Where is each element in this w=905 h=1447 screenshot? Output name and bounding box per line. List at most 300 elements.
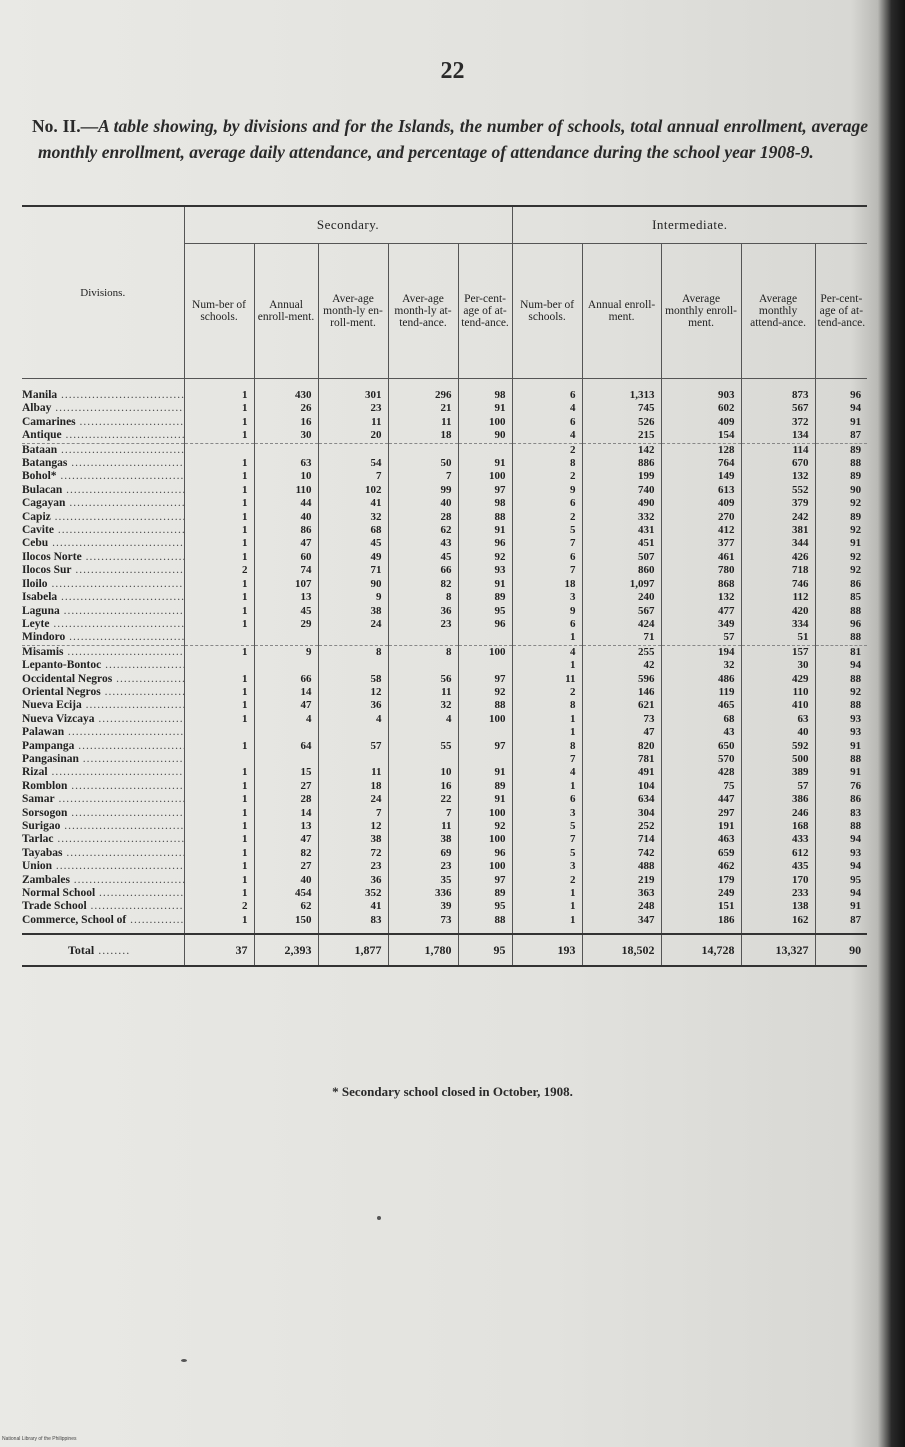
secondary-value-cell: 4: [388, 713, 458, 726]
intermediate-value-cell: 592: [741, 740, 815, 753]
spacer-cell: [582, 927, 661, 934]
secondary-value-cell: 1: [184, 429, 254, 443]
division-name-cell: Romblon .....: [22, 780, 184, 793]
table-row: [22, 429, 867, 443]
intermediate-value-cell: 94: [815, 659, 867, 672]
intermediate-value-cell: 91: [815, 416, 867, 429]
secondary-value-cell: 92: [458, 551, 512, 564]
secondary-value-cell: 92: [458, 686, 512, 699]
intermediate-value-cell: 249: [661, 887, 741, 900]
secondary-value-cell: 36: [318, 699, 388, 712]
secondary-value-cell: 90: [458, 429, 512, 443]
intermediate-value-cell: 8: [512, 740, 582, 753]
intermediate-value-cell: 4: [512, 429, 582, 443]
secondary-value-cell: 9: [254, 645, 318, 659]
intermediate-value-cell: 87: [815, 914, 867, 927]
intermediate-value-cell: 435: [741, 860, 815, 873]
spacer-cell: [512, 927, 582, 934]
intermediate-value-cell: 602: [661, 402, 741, 415]
secondary-value-cell: 45: [388, 551, 458, 564]
secondary-value-cell: 7: [388, 470, 458, 483]
secondary-value-cell: 1: [184, 874, 254, 887]
secondary-value-cell: 1: [184, 887, 254, 900]
intermediate-value-cell: 447: [661, 793, 741, 806]
spacer-cell: [254, 927, 318, 934]
secondary-value-cell: 1: [184, 402, 254, 415]
secondary-value-cell: 23: [388, 860, 458, 873]
secondary-value-cell: 150: [254, 914, 318, 927]
intermediate-value-cell: 92: [815, 497, 867, 510]
intermediate-value-cell: 86: [815, 578, 867, 591]
secondary-value-cell: 91: [458, 457, 512, 470]
intermediate-value-cell: 1,313: [582, 379, 661, 403]
intermediate-value-cell: 233: [741, 887, 815, 900]
secondary-value-cell: 11: [388, 686, 458, 699]
intermediate-value-cell: 507: [582, 551, 661, 564]
table-row: [22, 887, 867, 900]
intermediate-value-cell: 88: [815, 673, 867, 686]
secondary-value-cell: 28: [254, 793, 318, 806]
intermediate-value-cell: 377: [661, 537, 741, 550]
division-name-cell: Occidental Negros .....: [22, 673, 184, 686]
intermediate-value-cell: 91: [815, 900, 867, 913]
secondary-value-cell: 10: [388, 766, 458, 779]
intermediate-value-cell: 30: [741, 659, 815, 672]
secondary-value-cell: 23: [388, 618, 458, 631]
spacer-cell: [388, 927, 458, 934]
secondary-total-cell: 1,877: [318, 934, 388, 966]
intermediate-value-cell: 8: [512, 699, 582, 712]
secondary-value-cell: 98: [458, 379, 512, 403]
secondary-value-cell: [388, 659, 458, 672]
table-row: [22, 686, 867, 699]
intermediate-value-cell: 433: [741, 833, 815, 846]
secondary-value-cell: 7: [318, 807, 388, 820]
secondary-value-cell: 107: [254, 578, 318, 591]
secondary-value-cell: 23: [318, 860, 388, 873]
intermediate-value-cell: 389: [741, 766, 815, 779]
table-row: [22, 443, 867, 457]
spacer-cell: [184, 927, 254, 934]
intermediate-total-cell: 90: [815, 934, 867, 966]
table-body: [22, 379, 867, 967]
intermediate-total-cell: 14,728: [661, 934, 741, 966]
intermediate-value-cell: 154: [661, 429, 741, 443]
table-row: [22, 551, 867, 564]
secondary-value-cell: [318, 726, 388, 739]
secondary-value-cell: 27: [254, 780, 318, 793]
intermediate-value-cell: 255: [582, 645, 661, 659]
intermediate-value-cell: 215: [582, 429, 661, 443]
division-name-cell: Ilocos Norte .....: [22, 551, 184, 564]
intermediate-value-cell: 7: [512, 564, 582, 577]
intermediate-value-cell: 742: [582, 847, 661, 860]
division-name-cell: Oriental Negros .....: [22, 686, 184, 699]
intermediate-total-cell: 18,502: [582, 934, 661, 966]
intermediate-value-cell: 73: [582, 713, 661, 726]
intermediate-value-cell: 381: [741, 524, 815, 537]
intermediate-value-cell: 4: [512, 402, 582, 415]
secondary-value-cell: 100: [458, 807, 512, 820]
intermediate-value-cell: 3: [512, 860, 582, 873]
table-row: [22, 659, 867, 672]
division-name-cell: Misamis .....: [22, 645, 184, 659]
secondary-value-cell: 7: [388, 807, 458, 820]
division-name-cell: Leyte .....: [22, 618, 184, 631]
intermediate-value-cell: 128: [661, 443, 741, 457]
secondary-value-cell: 1: [184, 847, 254, 860]
secondary-value-cell: 47: [254, 699, 318, 712]
intermediate-value-cell: 2: [512, 470, 582, 483]
division-name-cell: Tayabas .....: [22, 847, 184, 860]
intermediate-value-cell: 5: [512, 847, 582, 860]
intermediate-value-cell: 1: [512, 914, 582, 927]
intermediate-value-cell: 57: [741, 780, 815, 793]
intermediate-value-cell: 500: [741, 753, 815, 766]
intermediate-value-cell: 332: [582, 511, 661, 524]
intermediate-value-cell: 4: [512, 645, 582, 659]
secondary-value-cell: [184, 753, 254, 766]
secondary-value-cell: 60: [254, 551, 318, 564]
secondary-value-cell: 82: [388, 578, 458, 591]
intermediate-value-cell: 670: [741, 457, 815, 470]
intermediate-value-cell: 186: [661, 914, 741, 927]
secondary-value-cell: 47: [254, 537, 318, 550]
secondary-value-cell: 89: [458, 780, 512, 793]
intermediate-value-cell: 409: [661, 416, 741, 429]
secondary-value-cell: 1: [184, 766, 254, 779]
intermediate-value-cell: 94: [815, 860, 867, 873]
intermediate-value-cell: 11: [512, 673, 582, 686]
secondary-value-cell: 30: [254, 429, 318, 443]
secondary-value-cell: 1: [184, 416, 254, 429]
intermediate-value-cell: 91: [815, 537, 867, 550]
division-name-cell: Rizal .....: [22, 766, 184, 779]
secondary-value-cell: 89: [458, 887, 512, 900]
intermediate-value-cell: 873: [741, 379, 815, 403]
secondary-value-cell: 352: [318, 887, 388, 900]
scan-speck: [181, 1359, 187, 1362]
table-row: [22, 379, 867, 403]
intermediate-value-cell: 95: [815, 874, 867, 887]
secondary-value-cell: 36: [318, 874, 388, 887]
division-name-cell: Samar .....: [22, 793, 184, 806]
secondary-value-cell: 100: [458, 645, 512, 659]
secondary-value-cell: [254, 753, 318, 766]
secondary-value-cell: 45: [254, 605, 318, 618]
secondary-value-cell: 14: [254, 686, 318, 699]
secondary-value-cell: 296: [388, 379, 458, 403]
table-row: [22, 402, 867, 415]
secondary-value-cell: 63: [254, 457, 318, 470]
intermediate-value-cell: 86: [815, 793, 867, 806]
intermediate-value-cell: 138: [741, 900, 815, 913]
intermediate-value-cell: 1: [512, 887, 582, 900]
secondary-value-cell: 24: [318, 793, 388, 806]
secondary-value-cell: 18: [388, 429, 458, 443]
table-row: [22, 914, 867, 927]
intermediate-value-cell: 567: [582, 605, 661, 618]
intermediate-group-header: Intermediate.: [512, 206, 867, 244]
column-header: Annual enroll-ment.: [582, 244, 661, 379]
intermediate-value-cell: 3: [512, 591, 582, 604]
secondary-value-cell: 27: [254, 860, 318, 873]
secondary-value-cell: 18: [318, 780, 388, 793]
secondary-value-cell: 43: [388, 537, 458, 550]
intermediate-value-cell: 886: [582, 457, 661, 470]
secondary-value-cell: 1: [184, 833, 254, 846]
intermediate-value-cell: 349: [661, 618, 741, 631]
secondary-value-cell: [184, 659, 254, 672]
intermediate-value-cell: 8: [512, 457, 582, 470]
secondary-value-cell: 88: [458, 699, 512, 712]
intermediate-value-cell: 410: [741, 699, 815, 712]
intermediate-value-cell: 4: [512, 766, 582, 779]
secondary-value-cell: 1: [184, 524, 254, 537]
secondary-value-cell: 66: [388, 564, 458, 577]
table-row: [22, 645, 867, 659]
secondary-group-header: Secondary.: [184, 206, 512, 244]
intermediate-value-cell: 304: [582, 807, 661, 820]
secondary-value-cell: 54: [318, 457, 388, 470]
page-number: 22: [440, 58, 465, 84]
division-name-cell: Manila .....: [22, 379, 184, 403]
secondary-value-cell: 1: [184, 807, 254, 820]
secondary-value-cell: 41: [318, 900, 388, 913]
intermediate-value-cell: 248: [582, 900, 661, 913]
table-row: [22, 833, 867, 846]
secondary-value-cell: [184, 631, 254, 645]
intermediate-value-cell: 88: [815, 605, 867, 618]
secondary-value-cell: 92: [458, 820, 512, 833]
intermediate-value-cell: 157: [741, 645, 815, 659]
intermediate-value-cell: 93: [815, 726, 867, 739]
intermediate-value-cell: 83: [815, 807, 867, 820]
secondary-value-cell: 11: [388, 820, 458, 833]
division-name-cell: Union .....: [22, 860, 184, 873]
secondary-value-cell: 91: [458, 766, 512, 779]
intermediate-value-cell: 634: [582, 793, 661, 806]
intermediate-value-cell: 379: [741, 497, 815, 510]
secondary-value-cell: 50: [388, 457, 458, 470]
secondary-value-cell: 91: [458, 524, 512, 537]
secondary-value-cell: 82: [254, 847, 318, 860]
intermediate-value-cell: 18: [512, 578, 582, 591]
intermediate-value-cell: 71: [582, 631, 661, 645]
secondary-value-cell: 1: [184, 379, 254, 403]
intermediate-value-cell: 40: [741, 726, 815, 739]
secondary-value-cell: 26: [254, 402, 318, 415]
division-name-cell: Nueva Vizcaya .....: [22, 713, 184, 726]
secondary-value-cell: 40: [254, 874, 318, 887]
table-row: [22, 484, 867, 497]
secondary-value-cell: 13: [254, 820, 318, 833]
intermediate-value-cell: 462: [661, 860, 741, 873]
intermediate-value-cell: 142: [582, 443, 661, 457]
secondary-value-cell: 23: [318, 402, 388, 415]
secondary-value-cell: 35: [388, 874, 458, 887]
secondary-value-cell: 22: [388, 793, 458, 806]
intermediate-value-cell: 659: [661, 847, 741, 860]
table-row: [22, 766, 867, 779]
secondary-value-cell: 10: [254, 470, 318, 483]
intermediate-total-cell: 13,327: [741, 934, 815, 966]
group-header-row: [22, 206, 867, 244]
intermediate-value-cell: 51: [741, 631, 815, 645]
intermediate-value-cell: 764: [661, 457, 741, 470]
division-name-cell: Cavite .....: [22, 524, 184, 537]
intermediate-value-cell: 1,097: [582, 578, 661, 591]
intermediate-total-cell: 193: [512, 934, 582, 966]
secondary-value-cell: 100: [458, 470, 512, 483]
division-name-cell: Capiz .....: [22, 511, 184, 524]
table-row: [22, 416, 867, 429]
intermediate-value-cell: 6: [512, 416, 582, 429]
intermediate-value-cell: 1: [512, 900, 582, 913]
secondary-value-cell: 100: [458, 860, 512, 873]
secondary-value-cell: [318, 753, 388, 766]
secondary-value-cell: 24: [318, 618, 388, 631]
intermediate-value-cell: 96: [815, 618, 867, 631]
secondary-value-cell: 89: [458, 591, 512, 604]
division-name-cell: Pangasinan .....: [22, 753, 184, 766]
secondary-value-cell: 98: [458, 497, 512, 510]
intermediate-value-cell: 179: [661, 874, 741, 887]
intermediate-value-cell: 246: [741, 807, 815, 820]
intermediate-value-cell: 903: [661, 379, 741, 403]
secondary-value-cell: 16: [254, 416, 318, 429]
secondary-value-cell: 69: [388, 847, 458, 860]
intermediate-value-cell: 428: [661, 766, 741, 779]
secondary-value-cell: 39: [388, 900, 458, 913]
secondary-value-cell: 41: [318, 497, 388, 510]
column-header: Per-cent-age of at-tend-ance.: [458, 244, 512, 379]
intermediate-value-cell: 43: [661, 726, 741, 739]
division-name-cell: Cagayan .....: [22, 497, 184, 510]
intermediate-value-cell: 714: [582, 833, 661, 846]
intermediate-value-cell: 92: [815, 524, 867, 537]
secondary-value-cell: 1: [184, 457, 254, 470]
intermediate-value-cell: 363: [582, 887, 661, 900]
secondary-value-cell: 1: [184, 860, 254, 873]
intermediate-value-cell: 1: [512, 726, 582, 739]
secondary-value-cell: 1: [184, 780, 254, 793]
table-row: [22, 713, 867, 726]
intermediate-value-cell: 1: [512, 780, 582, 793]
table-row: [22, 753, 867, 766]
secondary-value-cell: 97: [458, 874, 512, 887]
secondary-value-cell: 102: [318, 484, 388, 497]
intermediate-value-cell: 9: [512, 605, 582, 618]
table-row: [22, 793, 867, 806]
table-row: [22, 631, 867, 645]
intermediate-value-cell: 68: [661, 713, 741, 726]
intermediate-value-cell: 89: [815, 443, 867, 457]
intermediate-value-cell: 426: [741, 551, 815, 564]
intermediate-value-cell: 42: [582, 659, 661, 672]
secondary-value-cell: 1: [184, 591, 254, 604]
intermediate-value-cell: 781: [582, 753, 661, 766]
table-row: [22, 564, 867, 577]
intermediate-value-cell: 746: [741, 578, 815, 591]
intermediate-value-cell: 94: [815, 887, 867, 900]
intermediate-value-cell: 132: [661, 591, 741, 604]
secondary-value-cell: 20: [318, 429, 388, 443]
intermediate-value-cell: 451: [582, 537, 661, 550]
secondary-value-cell: 40: [388, 497, 458, 510]
intermediate-value-cell: 88: [815, 457, 867, 470]
intermediate-value-cell: 868: [661, 578, 741, 591]
spacer-cell: [815, 927, 867, 934]
secondary-value-cell: 83: [318, 914, 388, 927]
table-row: [22, 807, 867, 820]
secondary-value-cell: 1: [184, 686, 254, 699]
column-header: Per-cent-age of at-tend-ance.: [815, 244, 867, 379]
table-caption: [32, 113, 868, 165]
secondary-value-cell: 45: [318, 537, 388, 550]
division-name-cell: Cebu .....: [22, 537, 184, 550]
table-row: [22, 874, 867, 887]
secondary-value-cell: 1: [184, 645, 254, 659]
caption-text: A table showing, by divisions and for the Islands, the number of schools, total annual enrollment, average monthly enrollment, average daily attendance, and percentage of attendance during the school year 1908-9.: [38, 116, 868, 162]
secondary-value-cell: [388, 726, 458, 739]
secondary-value-cell: 11: [318, 416, 388, 429]
intermediate-value-cell: 81: [815, 645, 867, 659]
division-name-cell: Trade School .....: [22, 900, 184, 913]
secondary-value-cell: 58: [318, 673, 388, 686]
total-label-cell: Total .....: [22, 934, 184, 966]
footnote: * Secondary school closed in October, 1908.: [332, 1084, 573, 1099]
secondary-value-cell: [458, 631, 512, 645]
secondary-value-cell: 64: [254, 740, 318, 753]
intermediate-value-cell: 2: [512, 443, 582, 457]
division-name-cell: Normal School .....: [22, 887, 184, 900]
table-row: [22, 673, 867, 686]
intermediate-value-cell: 463: [661, 833, 741, 846]
secondary-value-cell: 100: [458, 713, 512, 726]
intermediate-value-cell: 424: [582, 618, 661, 631]
secondary-value-cell: [388, 631, 458, 645]
intermediate-value-cell: 191: [661, 820, 741, 833]
division-name-cell: Camarines .....: [22, 416, 184, 429]
secondary-value-cell: 1: [184, 484, 254, 497]
intermediate-value-cell: 132: [741, 470, 815, 483]
secondary-value-cell: 100: [458, 416, 512, 429]
secondary-total-cell: 1,780: [388, 934, 458, 966]
secondary-value-cell: 95: [458, 605, 512, 618]
secondary-value-cell: 15: [254, 766, 318, 779]
division-name-cell: Batangas .....: [22, 457, 184, 470]
spacer-cell: [22, 927, 184, 934]
intermediate-value-cell: 162: [741, 914, 815, 927]
division-name-cell: Tarlac .....: [22, 833, 184, 846]
secondary-value-cell: 66: [254, 673, 318, 686]
intermediate-value-cell: 718: [741, 564, 815, 577]
secondary-value-cell: [458, 753, 512, 766]
division-name-cell: Bohol* .....: [22, 470, 184, 483]
division-name-cell: Iloilo .....: [22, 578, 184, 591]
intermediate-value-cell: 461: [661, 551, 741, 564]
intermediate-value-cell: 860: [582, 564, 661, 577]
intermediate-value-cell: 552: [741, 484, 815, 497]
intermediate-value-cell: 134: [741, 429, 815, 443]
secondary-value-cell: 72: [318, 847, 388, 860]
intermediate-value-cell: 488: [582, 860, 661, 873]
secondary-value-cell: 1: [184, 551, 254, 564]
intermediate-value-cell: 168: [741, 820, 815, 833]
secondary-value-cell: 99: [388, 484, 458, 497]
division-name-cell: Bataan .....: [22, 443, 184, 457]
